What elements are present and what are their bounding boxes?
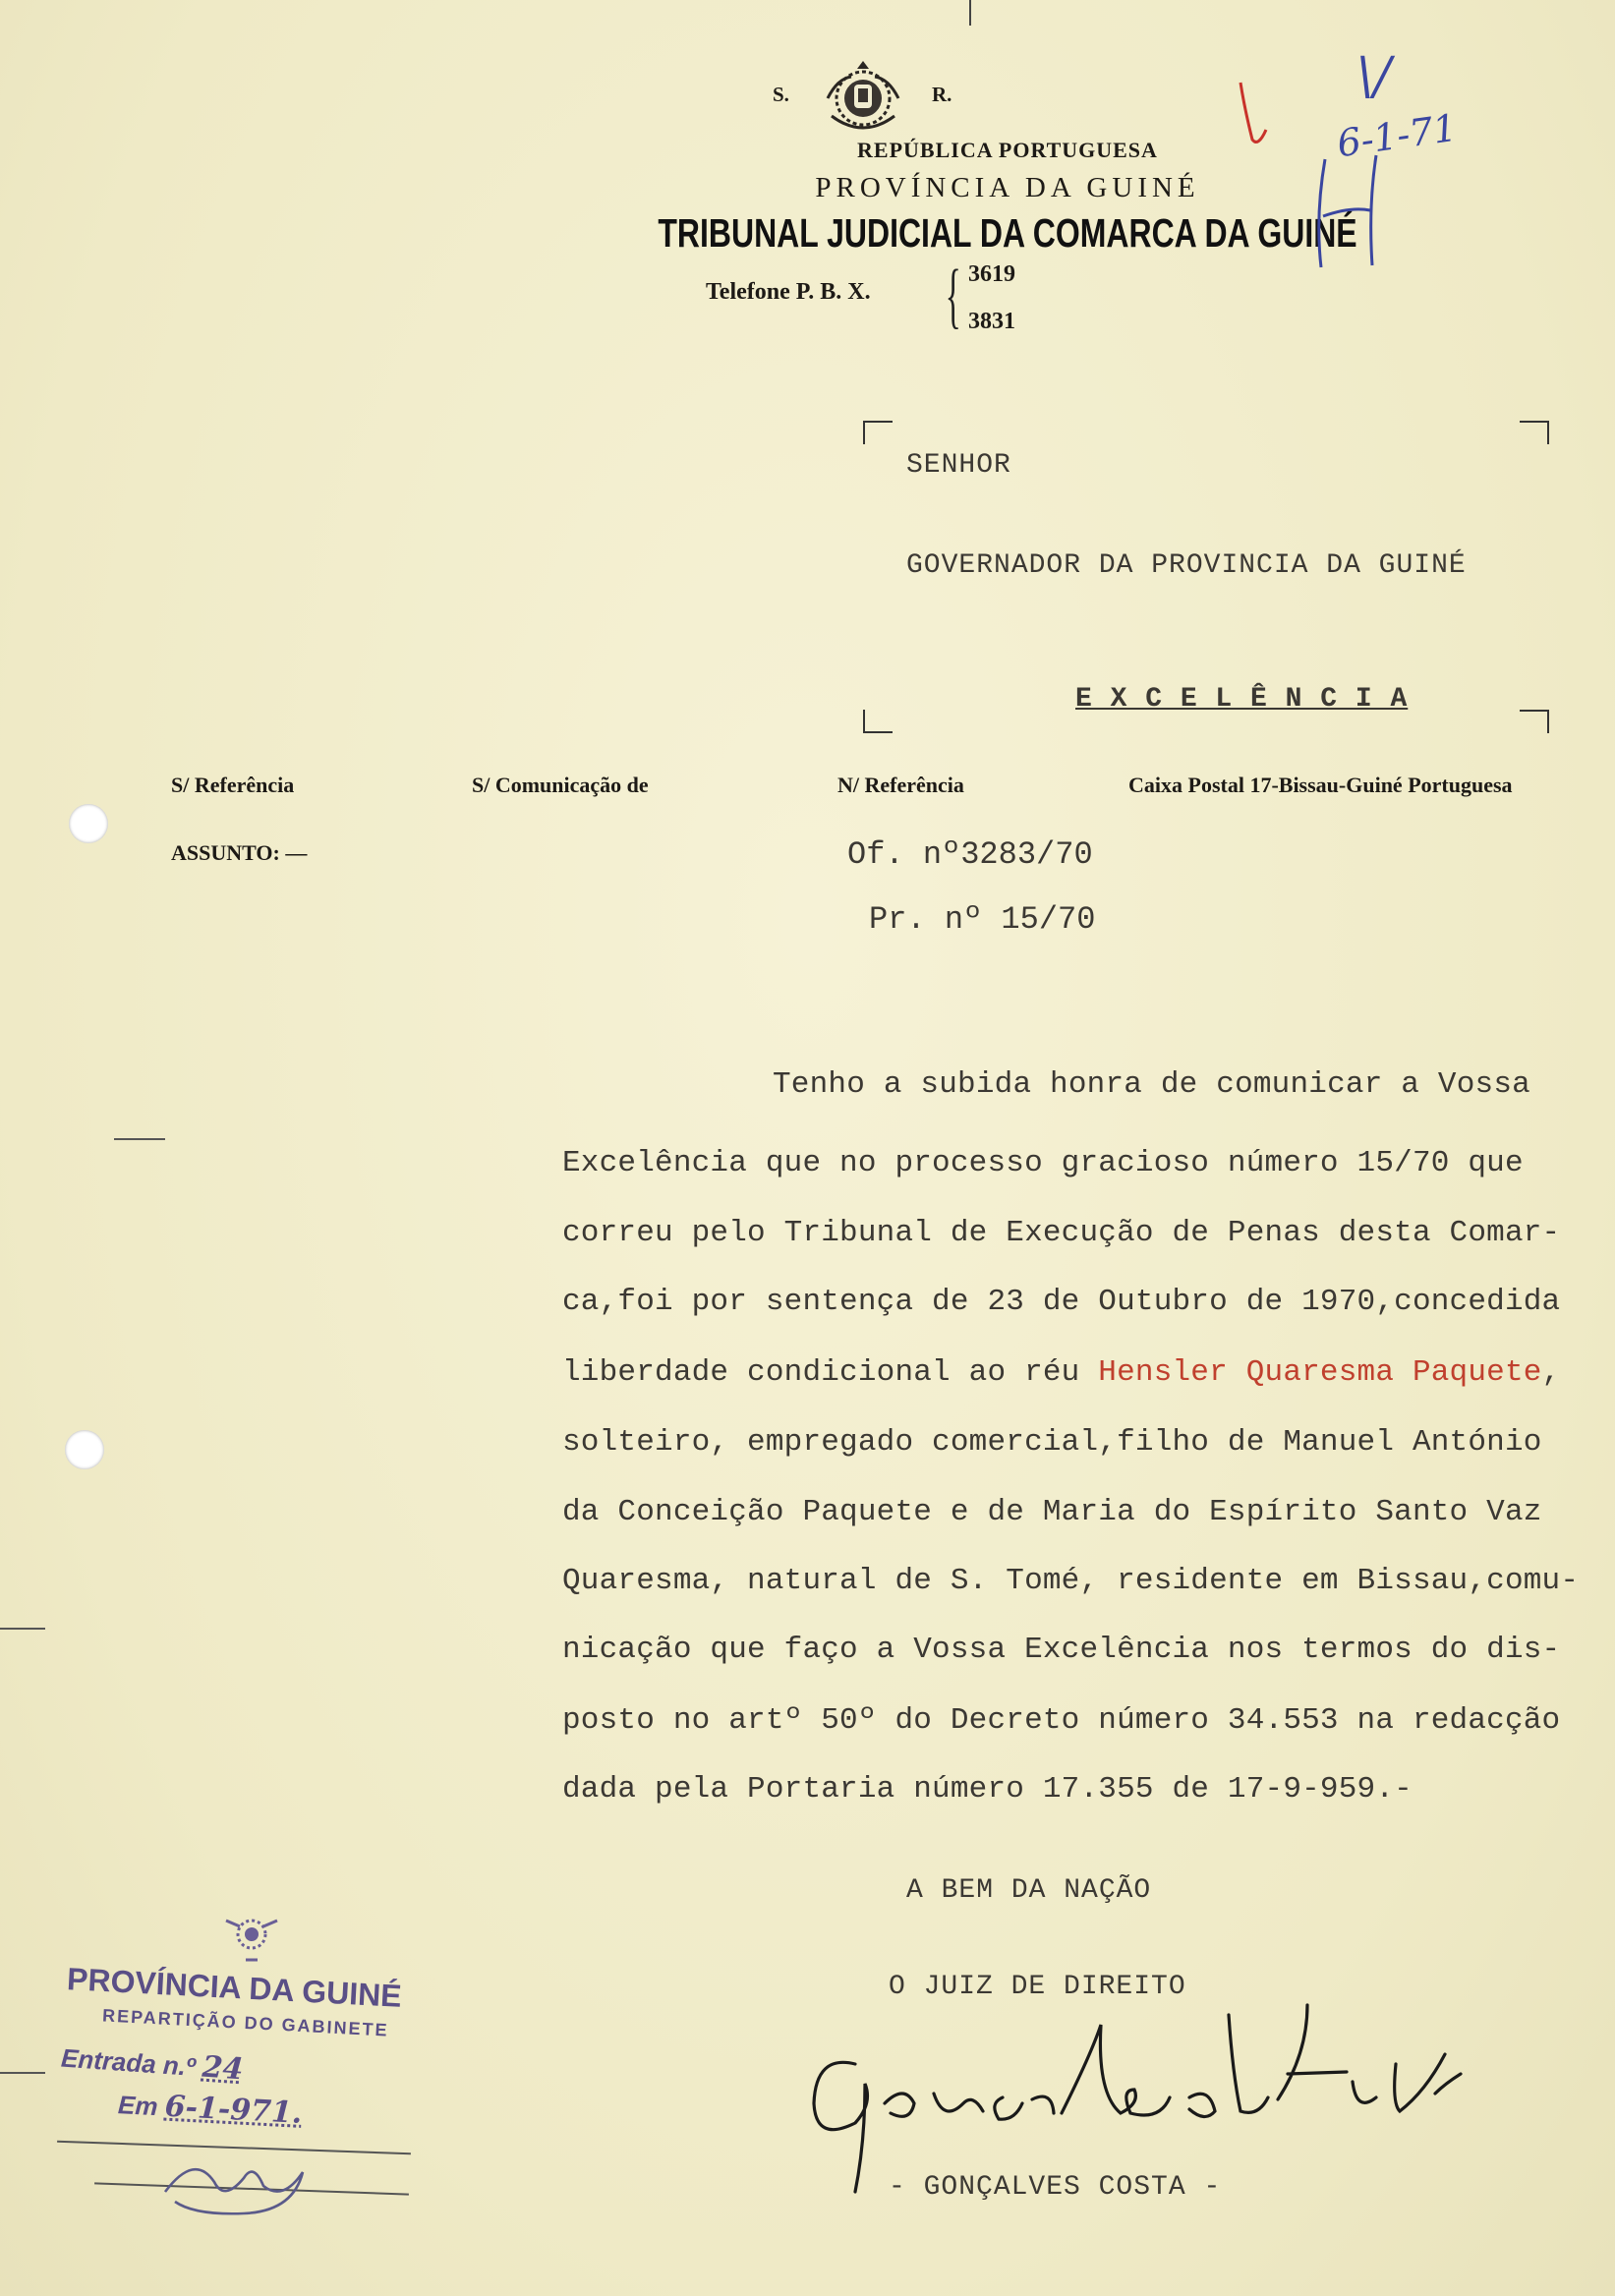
stamp-em-label: Em	[117, 2090, 159, 2122]
judge-name: - GONÇALVES COSTA -	[889, 2172, 1222, 2203]
address-corner-tl	[863, 421, 893, 444]
body-line-6: solteiro, empregado comercial,filho de Manuel António	[562, 1425, 1542, 1460]
address-corner-br	[1520, 710, 1549, 733]
stamp-provincia: PROVÍNCIA DA GUINÉ	[66, 1961, 403, 2014]
stamp-entrada-label: Entrada n.º	[60, 2042, 197, 2083]
body-line-5-comma: ,	[1541, 1355, 1561, 1390]
tribunal-heading: TRIBUNAL JUDICIAL DA COMARCA DA GUINÉ	[658, 210, 1357, 256]
republica-heading: REPÚBLICA PORTUGUESA	[857, 138, 1158, 162]
margin-fold-mark	[0, 2072, 45, 2074]
handwritten-date: 6-1-71	[1334, 105, 1460, 166]
telefone-brace: {	[945, 256, 961, 336]
body-line-1: Tenho a subida honra de comunicar a Vossa	[773, 1067, 1530, 1102]
address-governador: GOVERNADOR DA PROVINCIA DA GUINÉ	[906, 550, 1467, 581]
body-line-11: dada pela Portaria número 17.355 de 17-9-959.-	[562, 1772, 1413, 1807]
body-line-5-text: liberdade condicional ao réu	[562, 1355, 1099, 1390]
telefone-number-2: 3831	[968, 309, 1015, 334]
margin-fold-mark	[114, 1138, 165, 1140]
telefone-label: Telefone P. B. X.	[706, 279, 871, 305]
caixa-postal-label: Caixa Postal 17-Bissau-Guiné Portuguesa	[1128, 773, 1513, 797]
red-check-mark-icon	[1235, 79, 1274, 157]
header-letter-r: R.	[932, 83, 952, 106]
s-comunicacao-label: S/ Comunicação de	[472, 773, 649, 797]
stamp-reparticao: REPARTIÇÃO DO GABINETE	[101, 2005, 390, 2040]
stamp-em-value: 6-1-971.	[163, 2089, 304, 2131]
processo-number: Pr. nº 15/70	[869, 901, 1096, 938]
s-referencia-label: S/ Referência	[171, 773, 295, 797]
margin-fold-mark	[0, 1628, 45, 1630]
body-line-2: Excelência que no processo gracioso número 15/70 que	[562, 1146, 1524, 1180]
stamp-entrada-value: 24	[201, 2049, 245, 2088]
header-letter-s: S.	[773, 83, 789, 106]
oficio-number: Of. nº3283/70	[847, 836, 1093, 873]
judge-title: O JUIZ DE DIREITO	[889, 1972, 1186, 2002]
handwritten-check-mark: \/	[1356, 47, 1392, 106]
address-corner-tr	[1520, 421, 1549, 444]
address-corner-bl	[863, 710, 893, 733]
body-line-10: posto no artº 50º do Decreto número 34.553 na redacção	[562, 1703, 1561, 1738]
stamp-emblem-icon	[206, 1905, 305, 1968]
coat-of-arms-emblem	[818, 59, 908, 136]
judge-signature	[796, 1995, 1504, 2202]
n-referencia-label: N/ Referência	[837, 773, 964, 797]
body-line-3: correu pelo Tribunal de Execução de Penas desta Comar-	[562, 1216, 1561, 1250]
handwritten-initial	[1311, 147, 1390, 275]
body-line-4: ca,foi por sentença de 23 de Outubro de 1970,concedida	[562, 1285, 1561, 1319]
body-line-5	[562, 1355, 1560, 1390]
closing-salutation: A BEM DA NAÇÃO	[906, 1875, 1152, 1906]
body-line-9: nicação que faço a Vossa Excelência nos termos do dis-	[562, 1633, 1561, 1667]
top-tick-mark	[969, 0, 971, 26]
address-excelencia: E X C E L Ê N C I A	[1075, 684, 1409, 715]
telefone-number-1: 3619	[968, 261, 1015, 287]
provincia-heading: PROVÍNCIA DA GUINÉ	[815, 172, 1200, 203]
punch-hole-top	[69, 804, 108, 843]
stamp-initials-signature	[155, 2143, 322, 2221]
address-senhor: SENHOR	[906, 450, 1011, 481]
punch-hole-bottom	[65, 1430, 104, 1469]
assunto-label: ASSUNTO: —	[171, 840, 308, 865]
body-line-8: Quaresma, natural de S. Tomé, residente em Bissau,comu-	[562, 1564, 1580, 1598]
defendant-name: Hensler Quaresma Paquete	[1098, 1355, 1542, 1390]
body-line-7: da Conceição Paquete e de Maria do Espírito Santo Vaz	[562, 1495, 1542, 1529]
